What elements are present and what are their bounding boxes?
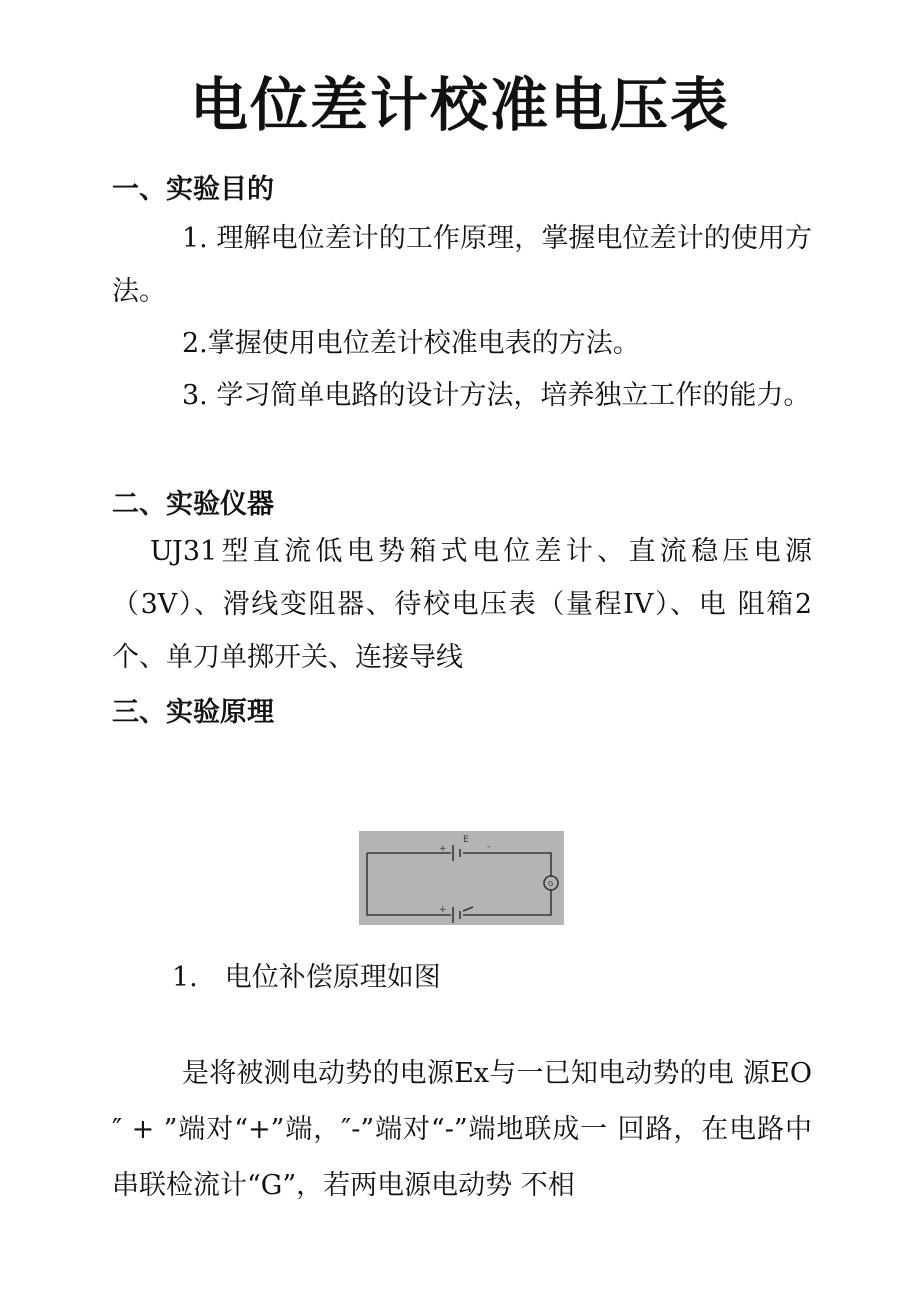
purpose-item-3: 3. 学习简单电路的设计方法，培养独立工作的能力。: [182, 380, 811, 411]
instruments-text: UJ31型直流低电势箱式电位差计、直流稳压电源（3V）、滑线变阻器、待校电压表（量程IV）、电 阻箱2个、单刀单掷开关、连接导线: [112, 536, 812, 673]
figure-background: [359, 831, 564, 925]
bottom-plus-sign: +: [439, 905, 447, 915]
figure-caption: 1. 电位补偿原理如图: [172, 962, 441, 993]
principle-text: 是将被测电动势的电源Ex与一已知电动势的电 源EO ″ + ”端对“+”端，″-”端对“-”端地联成一 回路，在电路中串联检流计“G”，若两电源电动势 不相: [112, 1058, 812, 1201]
section-heading-instruments: 二、实验仪器: [112, 489, 274, 520]
page-title: 电位差计校准电压表: [189, 71, 730, 139]
compensation-circuit-figure: [359, 831, 564, 925]
top-plus-sign: +: [439, 844, 447, 854]
battery-label-e: E: [463, 835, 469, 845]
galvanometer-label: G: [548, 880, 554, 888]
top-minus-sign: -: [487, 842, 491, 852]
section-heading-principle: 三、实验原理: [112, 697, 274, 728]
purpose-item-1: 1. 理解电位差计的工作原理，掌握电位差计的使用方法。: [112, 223, 812, 307]
section-heading-purpose: 一、实验目的: [112, 174, 274, 205]
purpose-item-2: 2.掌握使用电位差计校准电表的方法。: [182, 328, 640, 359]
